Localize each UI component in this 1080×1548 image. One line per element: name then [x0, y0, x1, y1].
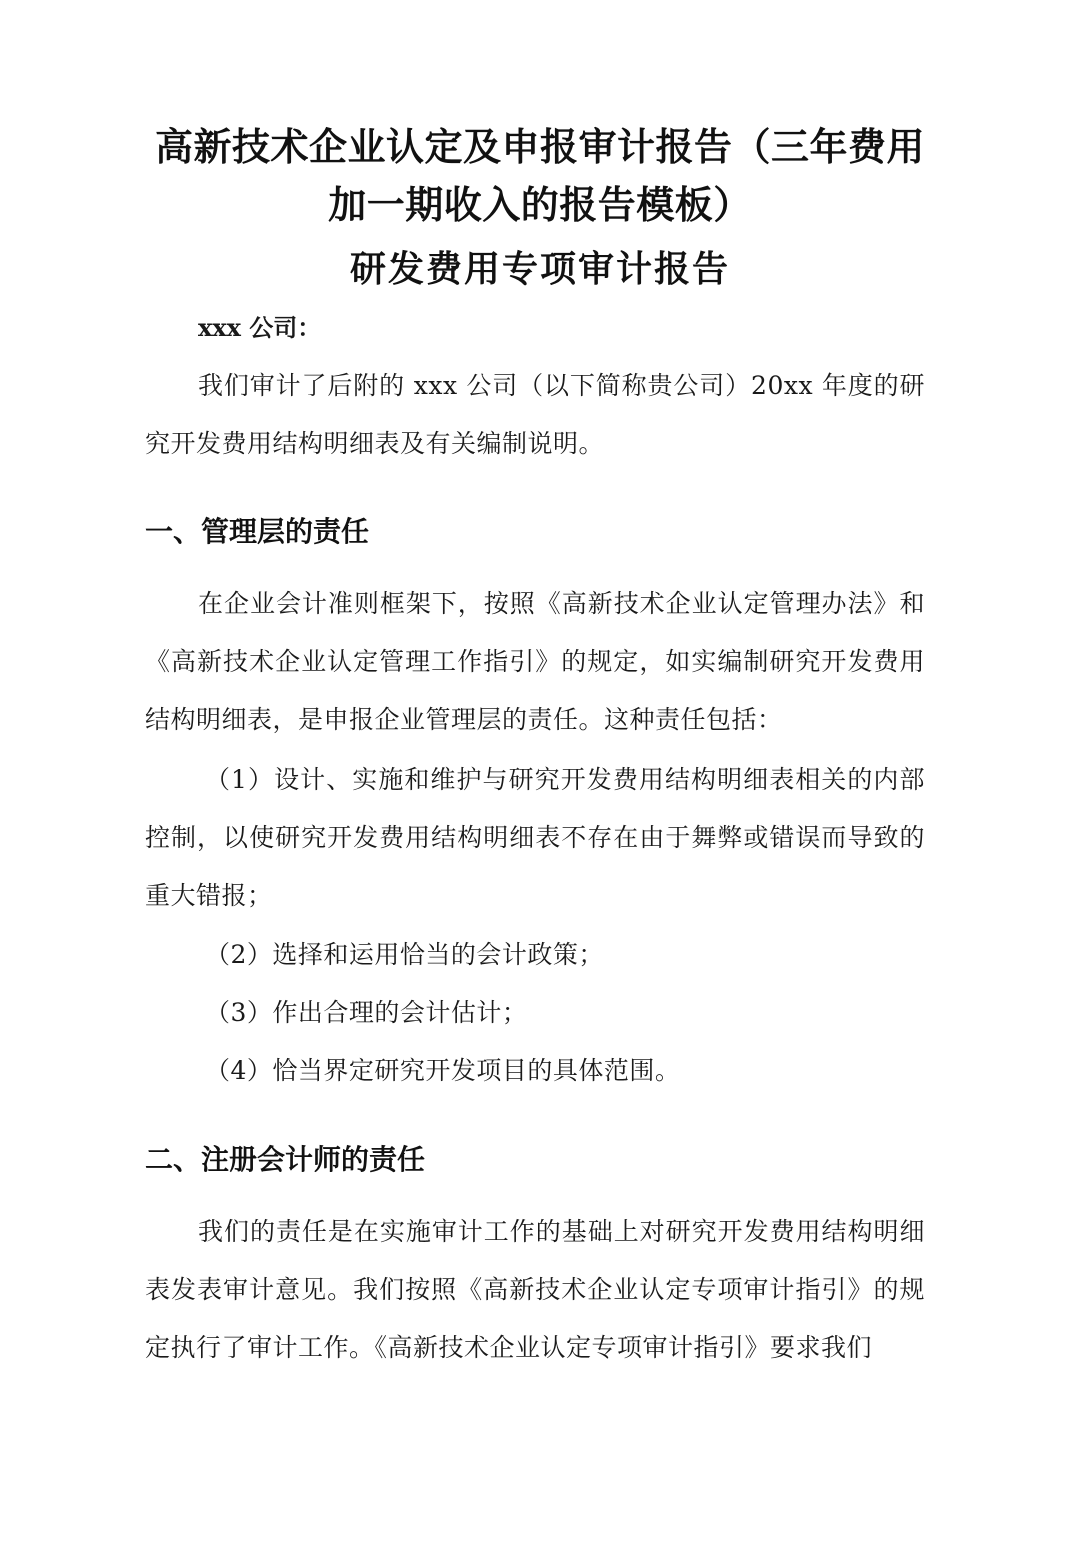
section-heading-cpa: 二、注册会计师的责任 — [145, 1143, 426, 1176]
intro-paragraph: 我们审计了后附的 xxx 公司（以下简称贵公司）20xx 年度的研究开发费用结构明细表及有关编制说明。 — [145, 371, 925, 458]
management-paragraph: 在企业会计准则框架下，按照《高新技术企业认定管理办法》和《高新技术企业认定管理工作指引》的规定，如实编制研究开发费用结构明细表，是申报企业管理层的责任。这种责任包括： — [145, 589, 925, 734]
management-item-2: （2）选择和运用恰当的会计政策； — [205, 940, 604, 969]
salutation: xxx 公司： — [198, 313, 322, 342]
document-subtitle: 研发费用专项审计报告 — [349, 249, 730, 290]
management-item-1: （1）设计、实施和维护与研究开发费用结构明细表相关的内部控制，以使研究开发费用结构明细表不存在由于舞弊或错误而导致的重大错报； — [145, 765, 925, 910]
document-title: 高新技术企业认定及申报审计报告（三年费用加一期收入的报告模板） — [154, 125, 925, 227]
section-heading-management: 一、管理层的责任 — [145, 515, 370, 548]
management-item-4: （4）恰当界定研究开发项目的具体范围。 — [205, 1056, 681, 1085]
management-item-3: （3）作出合理的会计估计； — [205, 998, 528, 1027]
cpa-paragraph: 我们的责任是在实施审计工作的基础上对研究开发费用结构明细表发表审计意见。我们按照《高新技术企业认定专项审计指引》的规定执行了审计工作。《高新技术企业认定专项审计指引》要求我们 — [145, 1217, 925, 1362]
